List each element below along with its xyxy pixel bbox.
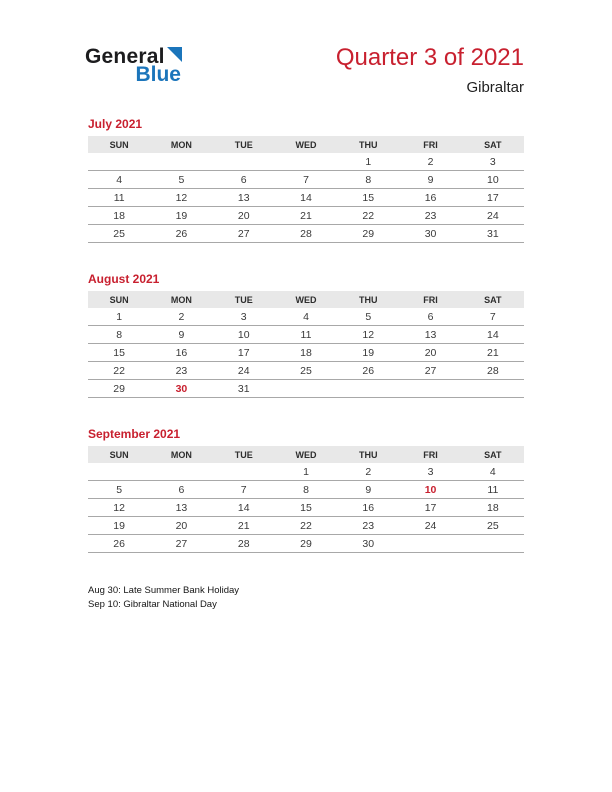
day-cell: 12	[337, 326, 399, 344]
day-cell: 27	[150, 535, 212, 553]
day-cell: 6	[150, 481, 212, 499]
day-cell: 16	[337, 499, 399, 517]
day-cell: 26	[88, 535, 150, 553]
weekday-header-wed: WED	[275, 446, 337, 463]
day-cell: 14	[462, 326, 524, 344]
day-cell: 20	[399, 344, 461, 362]
day-cell: 6	[399, 308, 461, 326]
day-cell: 30	[150, 380, 212, 398]
week-row	[88, 362, 524, 380]
day-cell: 4	[88, 171, 150, 189]
day-cell: 9	[150, 326, 212, 344]
day-cell: 24	[399, 517, 461, 535]
day-cell: 19	[88, 517, 150, 535]
day-cell: 26	[150, 225, 212, 243]
day-cell: 9	[337, 481, 399, 499]
weekday-header-mon: MON	[150, 446, 212, 463]
general-blue-logo	[85, 46, 181, 85]
day-cell: 25	[88, 225, 150, 243]
month-section-july	[88, 117, 524, 243]
page-subtitle: Gibraltar	[466, 79, 524, 96]
day-cell: 28	[213, 535, 275, 553]
day-cell: 8	[88, 326, 150, 344]
holiday-notes	[88, 584, 239, 611]
empty-day-cell	[399, 535, 461, 553]
empty-day-cell	[337, 380, 399, 398]
week-row	[88, 344, 524, 362]
weekday-header-tue: TUE	[213, 136, 275, 153]
calendar-table	[88, 446, 524, 553]
week-row	[88, 153, 524, 171]
weekday-header-mon: MON	[150, 291, 212, 308]
month-section-august	[88, 272, 524, 398]
day-cell: 17	[462, 189, 524, 207]
day-cell: 1	[337, 153, 399, 171]
day-cell: 5	[337, 308, 399, 326]
day-cell: 13	[399, 326, 461, 344]
day-cell: 8	[275, 481, 337, 499]
weekday-header-sun: SUN	[88, 446, 150, 463]
day-cell: 12	[88, 499, 150, 517]
day-cell: 18	[275, 344, 337, 362]
holiday-note: Sep 10: Gibraltar National Day	[88, 598, 217, 610]
week-row	[88, 189, 524, 207]
logo-text-general: General	[85, 45, 165, 68]
page-title: Quarter 3 of 2021	[335, 44, 524, 71]
empty-day-cell	[213, 463, 275, 481]
day-cell: 19	[150, 207, 212, 225]
day-cell: 1	[275, 463, 337, 481]
day-cell: 26	[337, 362, 399, 380]
day-cell: 25	[275, 362, 337, 380]
weekday-header-fri: FRI	[399, 136, 461, 153]
weekday-header-thu: THU	[337, 291, 399, 308]
week-row	[88, 535, 524, 553]
day-cell: 12	[150, 189, 212, 207]
week-row	[88, 481, 524, 499]
day-cell: 4	[275, 308, 337, 326]
empty-day-cell	[462, 535, 524, 553]
day-cell: 5	[88, 481, 150, 499]
day-cell: 25	[462, 517, 524, 535]
weekday-header-row	[88, 136, 524, 153]
weekday-header-tue: TUE	[213, 446, 275, 463]
day-cell: 21	[462, 344, 524, 362]
day-cell: 7	[275, 171, 337, 189]
day-cell: 14	[275, 189, 337, 207]
day-cell: 19	[337, 344, 399, 362]
weekday-header-sun: SUN	[88, 291, 150, 308]
empty-day-cell	[399, 380, 461, 398]
month-title: September 2021	[88, 427, 181, 441]
weekday-header-mon: MON	[150, 136, 212, 153]
empty-day-cell	[150, 153, 212, 171]
day-cell: 11	[275, 326, 337, 344]
day-cell: 29	[337, 225, 399, 243]
day-cell: 21	[213, 517, 275, 535]
week-row	[88, 207, 524, 225]
day-cell: 6	[213, 171, 275, 189]
day-cell: 11	[462, 481, 524, 499]
day-cell: 21	[275, 207, 337, 225]
day-cell: 15	[275, 499, 337, 517]
empty-day-cell	[150, 463, 212, 481]
day-cell: 10	[213, 326, 275, 344]
empty-day-cell	[275, 153, 337, 171]
day-cell: 22	[337, 207, 399, 225]
day-cell: 30	[337, 535, 399, 553]
day-cell: 29	[88, 380, 150, 398]
day-cell: 29	[275, 535, 337, 553]
empty-day-cell	[462, 380, 524, 398]
day-cell: 4	[462, 463, 524, 481]
weekday-header-row	[88, 446, 524, 463]
day-cell: 20	[150, 517, 212, 535]
week-row	[88, 517, 524, 535]
day-cell: 23	[399, 207, 461, 225]
month-section-september	[88, 427, 524, 553]
weekday-header-wed: WED	[275, 136, 337, 153]
day-cell: 3	[462, 153, 524, 171]
day-cell: 23	[150, 362, 212, 380]
empty-day-cell	[275, 380, 337, 398]
weekday-header-sun: SUN	[88, 136, 150, 153]
day-cell: 18	[462, 499, 524, 517]
day-cell: 24	[462, 207, 524, 225]
logo-text-blue: Blue	[135, 63, 181, 86]
day-cell: 13	[150, 499, 212, 517]
day-cell: 13	[213, 189, 275, 207]
weekday-header-tue: TUE	[213, 291, 275, 308]
day-cell: 16	[150, 344, 212, 362]
weekday-header-sat: SAT	[462, 291, 524, 308]
day-cell: 24	[213, 362, 275, 380]
weekday-header-row	[88, 291, 524, 308]
day-cell: 16	[399, 189, 461, 207]
day-cell: 28	[275, 225, 337, 243]
day-cell: 3	[399, 463, 461, 481]
day-cell: 27	[399, 362, 461, 380]
day-cell: 22	[88, 362, 150, 380]
week-row	[88, 171, 524, 189]
calendar-table	[88, 291, 524, 398]
day-cell: 7	[462, 308, 524, 326]
empty-day-cell	[213, 153, 275, 171]
month-title: August 2021	[88, 272, 160, 286]
day-cell: 5	[150, 171, 212, 189]
holiday-note: Aug 30: Late Summer Bank Holiday	[88, 585, 240, 596]
week-row	[88, 308, 524, 326]
day-cell: 2	[399, 153, 461, 171]
week-row	[88, 225, 524, 243]
day-cell: 17	[213, 344, 275, 362]
day-cell: 14	[213, 499, 275, 517]
day-cell: 28	[462, 362, 524, 380]
weekday-header-sat: SAT	[462, 446, 524, 463]
day-cell: 18	[88, 207, 150, 225]
day-cell: 27	[213, 225, 275, 243]
empty-day-cell	[88, 153, 150, 171]
day-cell: 22	[275, 517, 337, 535]
empty-day-cell	[88, 463, 150, 481]
title-block	[336, 44, 524, 96]
day-cell: 30	[399, 225, 461, 243]
week-row	[88, 326, 524, 344]
week-row	[88, 463, 524, 481]
day-cell: 3	[213, 308, 275, 326]
weekday-header-fri: FRI	[399, 446, 461, 463]
day-cell: 10	[399, 481, 461, 499]
day-cell: 23	[337, 517, 399, 535]
weekday-header-sat: SAT	[462, 136, 524, 153]
day-cell: 10	[462, 171, 524, 189]
weekday-header-wed: WED	[275, 291, 337, 308]
weekday-header-thu: THU	[337, 136, 399, 153]
day-cell: 1	[88, 308, 150, 326]
month-title: July 2021	[88, 117, 143, 131]
day-cell: 2	[150, 308, 212, 326]
day-cell: 9	[399, 171, 461, 189]
day-cell: 11	[88, 189, 150, 207]
day-cell: 17	[399, 499, 461, 517]
day-cell: 2	[337, 463, 399, 481]
day-cell: 31	[213, 380, 275, 398]
week-row	[88, 380, 524, 398]
weekday-header-thu: THU	[337, 446, 399, 463]
day-cell: 7	[213, 481, 275, 499]
day-cell: 8	[337, 171, 399, 189]
day-cell: 31	[462, 225, 524, 243]
day-cell: 15	[337, 189, 399, 207]
day-cell: 15	[88, 344, 150, 362]
day-cell: 20	[213, 207, 275, 225]
months-container	[88, 117, 524, 582]
weekday-header-fri: FRI	[399, 291, 461, 308]
week-row	[88, 499, 524, 517]
calendar-table	[88, 136, 524, 243]
